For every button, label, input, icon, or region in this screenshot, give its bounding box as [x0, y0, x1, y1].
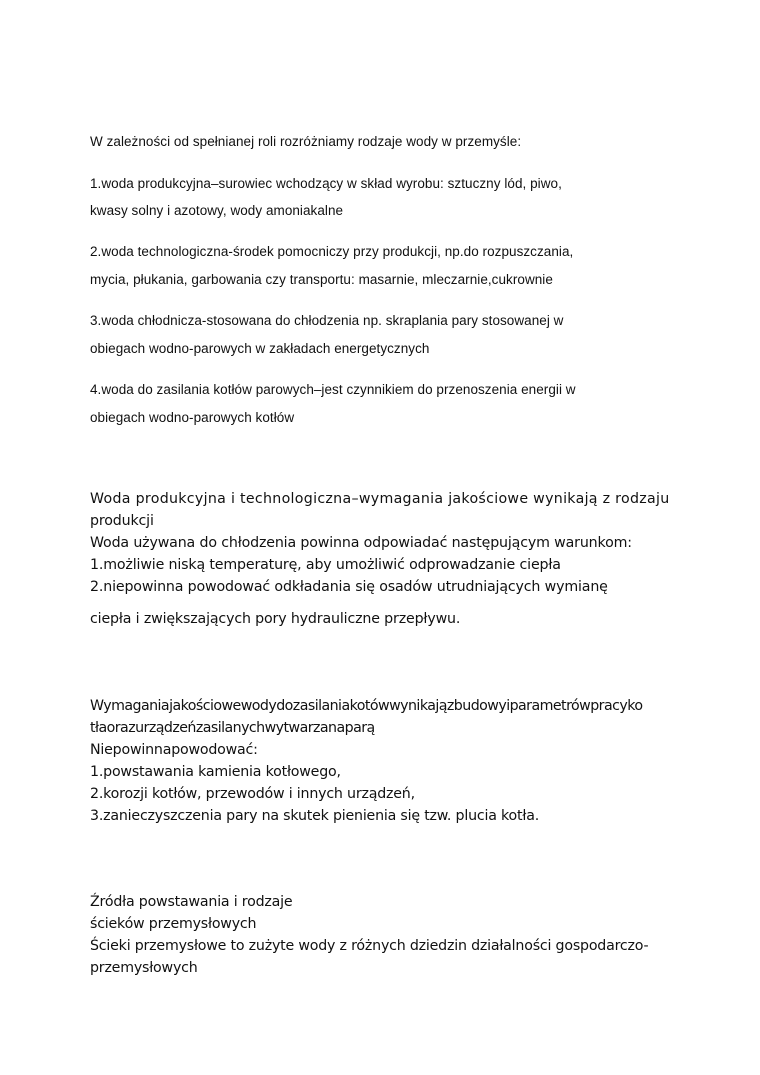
cooling-water-line: Woda używana do chłodzenia powinna odpowiadać następującym warunkom:: [90, 535, 632, 551]
wastewater-heading-line1: Źródła powstawania i rodzaje: [90, 894, 293, 910]
wastewater-definition-line2: przemysłowych: [90, 960, 198, 976]
item2-line1: 2.woda technologiczna-środek pomocniczy przy produkcji, np.do rozpuszczania,: [90, 244, 574, 259]
requirements-line2: produkcji: [90, 513, 154, 529]
item3-line2: obiegach wodno-parowych w zakładach energetycznych: [90, 341, 430, 356]
item4-line1: 4.woda do zasilania kotłów parowych–jest czynnikiem do przenoszenia energii w: [90, 382, 576, 397]
item1-line1: 1.woda produkcyjna–surowiec wchodzący w skład wyrobu: sztuczny lód, piwo,: [90, 176, 562, 191]
wastewater-definition-line1: Ścieki przemysłowe to zużyte wody z różnych dziedzin działalności gospodarczo-: [90, 938, 649, 954]
wastewater-heading-line2: ścieków przemysłowych: [90, 916, 257, 932]
item4-line2: obiegach wodno-parowych kotłów: [90, 410, 295, 425]
boiler-requirements-line2: tłaorazurządzeńzasilanychwytwarzanaparą: [90, 720, 375, 736]
boiler-item-3: 3.zanieczyszczenia pary na skutek pienienia się tzw. plucia kotła.: [90, 808, 540, 824]
boiler-item-2: 2.korozji kotłów, przewodów i innych urządzeń,: [90, 786, 415, 802]
item2-line2: mycia, płukania, garbowania czy transportu: masarnie, mleczarnie,cukrownie: [90, 272, 553, 287]
intro-text: W zależności od spełnianej roli rozróżniamy rodzaje wody w przemyśle:: [90, 134, 522, 149]
item3-line1: 3.woda chłodnicza-stosowana do chłodzenia np. skraplania pary stosowanej w: [90, 313, 564, 328]
cooling-condition-2: 2.niepowinna powodować odkładania się osadów utrudniających wymianę: [90, 579, 608, 595]
cooling-condition-2-cont: ciepła i zwiększających pory hydrauliczne przepływu.: [90, 611, 461, 627]
requirements-line1: Woda produkcyjna i technologiczna–wymagania jakościowe wynikają z rodzaju: [90, 491, 670, 507]
boiler-item-1: 1.powstawania kamienia kotłowego,: [90, 764, 341, 780]
cooling-condition-1: 1.możliwie niską temperaturę, aby umożliwić odprowadzanie ciepła: [90, 557, 561, 573]
boiler-should-not-line: Niepowinnapowodować:: [90, 742, 258, 758]
boiler-requirements-line1: Wymaganiajakościowewodydozasilaniakotówwynikajązbudowyiparametrówpracyko: [90, 698, 643, 714]
item1-line2: kwasy solny i azotowy, wody amoniakalne: [90, 203, 344, 218]
